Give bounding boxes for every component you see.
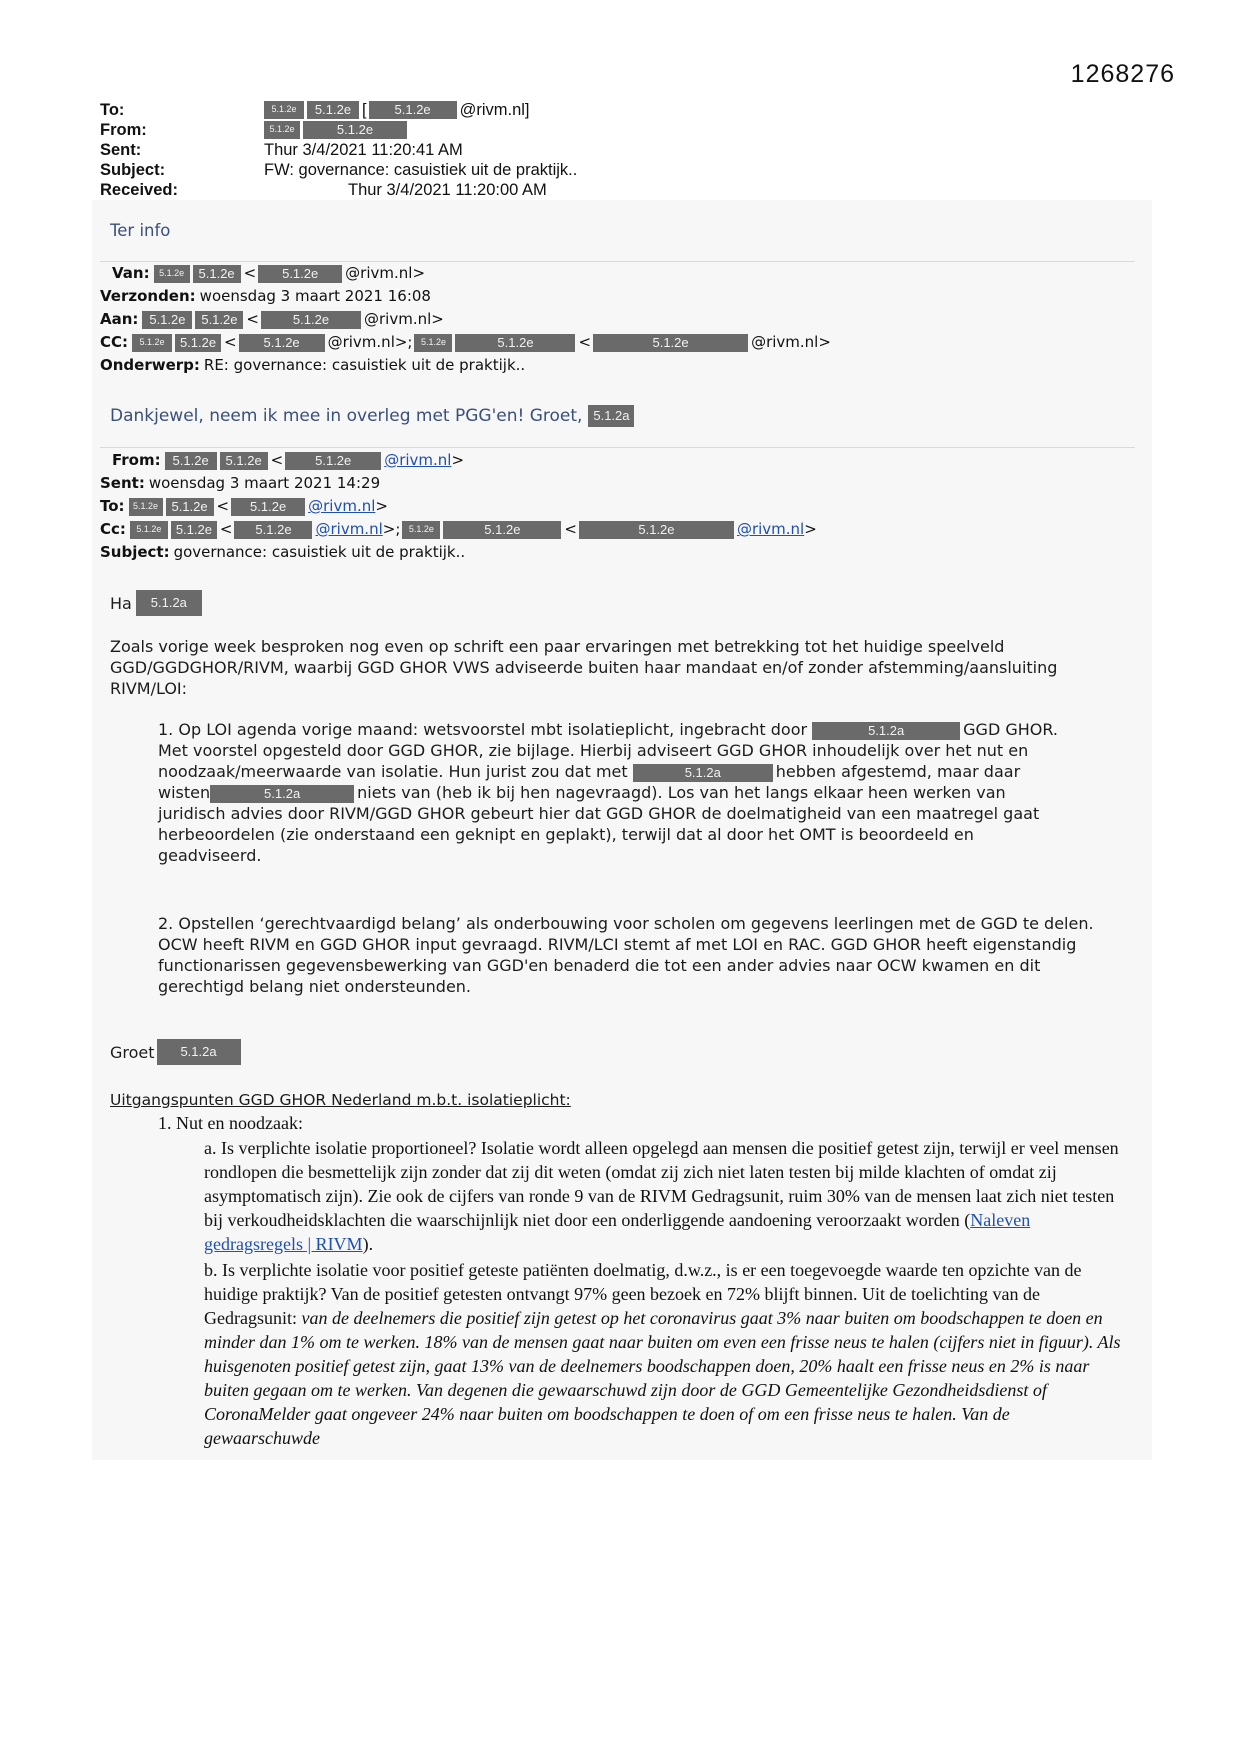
item1-line1b: GGD GHOR. — [963, 720, 1059, 739]
email-suffix: @rivm.nl> — [751, 333, 831, 351]
redaction: 5.1.2a — [633, 764, 773, 782]
subject-label: Subject: — [100, 161, 166, 179]
sent-value: Thur 3/4/2021 11:20:41 AM — [264, 141, 463, 159]
received-value: Thur 3/4/2021 11:20:00 AM — [348, 181, 547, 199]
cc-separator: >; — [382, 520, 401, 538]
lt: < — [243, 264, 257, 282]
aan-row — [100, 308, 831, 331]
sent-label: Sent: — [100, 141, 142, 159]
lt: < — [270, 451, 284, 469]
gt: > — [375, 497, 388, 515]
redaction: 5.1.2e — [414, 334, 452, 352]
from-row — [100, 449, 817, 472]
attachment-item-b — [204, 1258, 1129, 1450]
redaction: 5.1.2e — [130, 521, 168, 539]
sent-value: woensdag 3 maart 2021 14:29 — [148, 474, 381, 492]
onderwerp-row — [100, 354, 831, 377]
item1-line1: 1. Op LOI agenda vorige maand: wetsvoorstel mbt isolatieplicht, ingebracht door — [158, 720, 808, 739]
sent-label: Sent: — [100, 474, 145, 492]
redaction: 5.1.2e — [129, 498, 163, 516]
redaction: 5.1.2e — [142, 311, 192, 329]
redaction: 5.1.2e — [264, 101, 304, 119]
from-row — [100, 120, 577, 140]
item1-line7: geadviseerd. — [158, 846, 262, 865]
subject-row — [100, 160, 577, 180]
attachment-heading: Uitgangspunten GGD GHOR Nederland m.b.t. isolatieplicht: — [110, 1091, 571, 1109]
to-email-suffix: @rivm.nl] — [459, 101, 530, 119]
reply-header — [100, 262, 831, 377]
redaction: 5.1.2e — [239, 334, 325, 352]
redaction: 5.1.2e — [165, 452, 217, 470]
email-link[interactable]: @rivm.nl — [384, 451, 452, 469]
lt: < — [246, 310, 259, 328]
attachment-item-a — [204, 1136, 1129, 1256]
lt: < — [219, 520, 233, 538]
email-suffix: @rivm.nl> — [364, 310, 444, 328]
redaction: 5.1.2a — [588, 405, 634, 427]
redaction: 5.1.2e — [154, 265, 190, 283]
subject-row — [100, 541, 817, 564]
item-b-italic: van de deelnemers die positief zijn getest op het coronavirus gaat 3% naar buiten om boodschappen te doen en minder dan 1% om te werken. 18% van de mensen gaat naar buiten om even een frisse neus te halen (cijfers niet in figuur). Als huisgenoten positief getest zijn, gaat 13% van de deelnemers boodschappen doen, 20% haalt een frisse neus en 2% is naar buiten gegaan om te werken. Van degenen die gewaarschuwd zijn door de GGD Gemeentelijke Gezondheidsdienst of CoronaMelder gaat ongeveer 24% naar buiten om boodschappen te doen of om een frisse neus te halen. Van de gewaarschuwde — [204, 1308, 1121, 1448]
redaction: 5.1.2e — [171, 521, 217, 539]
subject-label: Subject: — [100, 543, 170, 561]
redaction: 5.1.2e — [166, 498, 214, 516]
redaction: 5.1.2e — [195, 311, 243, 329]
lt: < — [216, 497, 230, 515]
aan-label: Aan: — [100, 310, 139, 328]
sent-row — [100, 140, 577, 160]
redaction: 5.1.2e — [443, 521, 561, 539]
ter-info-text: Ter info — [110, 221, 171, 240]
redaction: 5.1.2e — [285, 452, 381, 470]
redaction: 5.1.2e — [231, 498, 305, 516]
subject-value: FW: governance: casuistiek uit de praktijk.. — [264, 161, 578, 179]
verzonden-label: Verzonden: — [100, 287, 196, 305]
cc-row — [100, 518, 817, 541]
redaction: 5.1.2e — [220, 452, 268, 470]
item1-line3a: noodzaak/meerwaarde van isolatie. Hun jurist zou dat met — [158, 762, 628, 781]
to-row — [100, 495, 817, 518]
lt: < — [224, 333, 237, 351]
gt: > — [451, 451, 465, 469]
original-header — [100, 449, 817, 564]
item-1 — [158, 719, 1128, 866]
redaction: 5.1.2e — [303, 121, 407, 139]
to-label: To: — [100, 101, 125, 119]
redaction: 5.1.2a — [157, 1039, 241, 1065]
onderwerp-value: RE: governance: casuistiek uit de praktijk.. — [203, 356, 526, 374]
verzonden-row — [100, 285, 831, 308]
email-link[interactable]: @rivm.nl — [315, 520, 383, 538]
item1-line3b: hebben afgestemd, maar daar — [775, 762, 1021, 781]
item1-line5: juridisch advies door RIVM/GGD GHOR gebeurt hier dat GGD GHOR de doelmatigheid van een maatregel gaat — [158, 804, 1040, 823]
item-a-text: a. Is verplichte isolatie proportioneel? Isolatie wordt alleen opgelegd aan mensen die positief getest zijn, terwijl er veel mensen rondlopen die besmettelijk zijn zonder dat zij dit weten (omdat zij zich niet laten testen bij milde klachten of omdat zij asymptomatisch zijn). Zie ook de cijfers van ronde 9 van de RIVM Gedragsunit, ruim 30% van de mensen laat zich niet testen bij verkoudheidsklachten die waarschijnlijk niet door een onderliggende aandoening veroorzaakt worden ( — [204, 1138, 1119, 1230]
email-link[interactable]: @rivm.nl — [736, 520, 805, 538]
reply-body-text: Dankjewel, neem ik mee in overleg met PGG'en! Groet, — [110, 406, 583, 426]
redaction: 5.1.2a — [812, 722, 960, 740]
cc-row — [100, 331, 831, 354]
closing-text: Groet — [110, 1042, 155, 1062]
item1-line2: Met voorstel opgesteld door GGD GHOR, zie bijlage. Hierbij adviseert GGD GHOR inhoudelijk over het nut en — [158, 741, 1029, 760]
redaction: 5.1.2e — [369, 101, 457, 119]
redaction: 5.1.2e — [132, 334, 172, 352]
item-2: 2. Opstellen ‘gerechtvaardigd belang’ als onderbouwing voor scholen om gegevens leerlingen met de GGD te delen. OCW heeft RIVM en GGD GHOR input gevraagd. RIVM/LCI stemt af met LOI en RAC. GGD GHOR heeft eigenstandig functionarissen gegevensbewerking van GGD'en benaderd die tot een ander advies naar OCW kwamen en dit gerechtigd belang niet ondersteunden. — [158, 914, 1094, 996]
van-label: Van: — [112, 264, 150, 282]
onderwerp-label: Onderwerp: — [100, 356, 200, 374]
gt: > — [804, 520, 817, 538]
cc-label: Cc: — [100, 520, 126, 538]
reply-body — [110, 405, 637, 427]
redaction: 5.1.2a — [136, 590, 202, 616]
item1-line4a: wisten — [158, 783, 211, 802]
sent-row — [100, 472, 817, 495]
from-label: From: — [112, 451, 161, 469]
redaction: 5.1.2e — [579, 521, 734, 539]
document-number: 1268276 — [1070, 60, 1175, 88]
rivm-link[interactable]: Naleven gedragsregels | RIVM — [204, 1210, 1031, 1254]
van-row — [100, 262, 831, 285]
to-row — [100, 100, 577, 120]
attachment-point-1: 1. Nut en noodzaak: — [158, 1113, 303, 1133]
lt: < — [564, 520, 577, 538]
subject-value: governance: casuistiek uit de praktijk.. — [173, 543, 466, 561]
redaction: 5.1.2e — [193, 265, 241, 283]
redaction: 5.1.2e — [307, 101, 359, 119]
redaction: 5.1.2e — [234, 521, 312, 539]
greeting — [110, 590, 205, 616]
redaction: 5.1.2e — [261, 311, 361, 329]
redaction: 5.1.2e — [175, 334, 221, 352]
bracket: [ — [362, 101, 367, 119]
divider — [100, 447, 1135, 448]
redaction: 5.1.2e — [593, 334, 748, 352]
intro-paragraph: Zoals vorige week besproken nog even op schrift een paar ervaringen met betrekking tot het huidige speelveld GGD/GGDGHOR/RIVM, waarbij GGD GHOR VWS adviseerde buiten haar mandaat en/of zonder afstemming/aansluiting RIVM/LOI: — [110, 637, 1058, 698]
item1-line4b: niets van (heb ik bij hen nagevraagd). Los van het langs elkaar heen werken van — [357, 783, 1006, 802]
received-label: Received: — [100, 181, 178, 199]
cc-separator: @rivm.nl>; — [327, 333, 413, 351]
cc-label: CC: — [100, 333, 129, 351]
verzonden-value: woensdag 3 maart 2021 16:08 — [199, 287, 431, 305]
top-email-header — [100, 100, 577, 200]
greeting-text: Ha — [110, 593, 132, 613]
redaction: 5.1.2e — [264, 121, 300, 139]
received-row — [100, 180, 577, 200]
redaction: 5.1.2a — [210, 785, 354, 803]
redaction: 5.1.2e — [455, 334, 575, 352]
lt: < — [578, 333, 592, 351]
to-label: To: — [100, 497, 125, 515]
redaction: 5.1.2e — [258, 265, 342, 283]
item-b-text: b. Is verplichte isolatie voor positief geteste patiënten doelmatig, d.w.z., is er een toegevoegde waarde ten opzichte van de huidige praktijk? Van de positief getesten ontvangt 97% geen bezoek en 72% blijft binnen. Uit de toelichting van de Gedragsunit: — [204, 1260, 1082, 1328]
closing — [110, 1039, 244, 1065]
redaction: 5.1.2e — [402, 521, 440, 539]
email-link[interactable]: @rivm.nl — [308, 497, 376, 515]
item-a-end: ). — [362, 1234, 374, 1254]
email-suffix: @rivm.nl> — [345, 264, 426, 282]
item1-line6: herbeoordelen (zie onderstaand een geknipt en geplakt), terwijl dat al door het OMT is beoordeeld en — [158, 825, 974, 844]
from-label: From: — [100, 121, 147, 139]
